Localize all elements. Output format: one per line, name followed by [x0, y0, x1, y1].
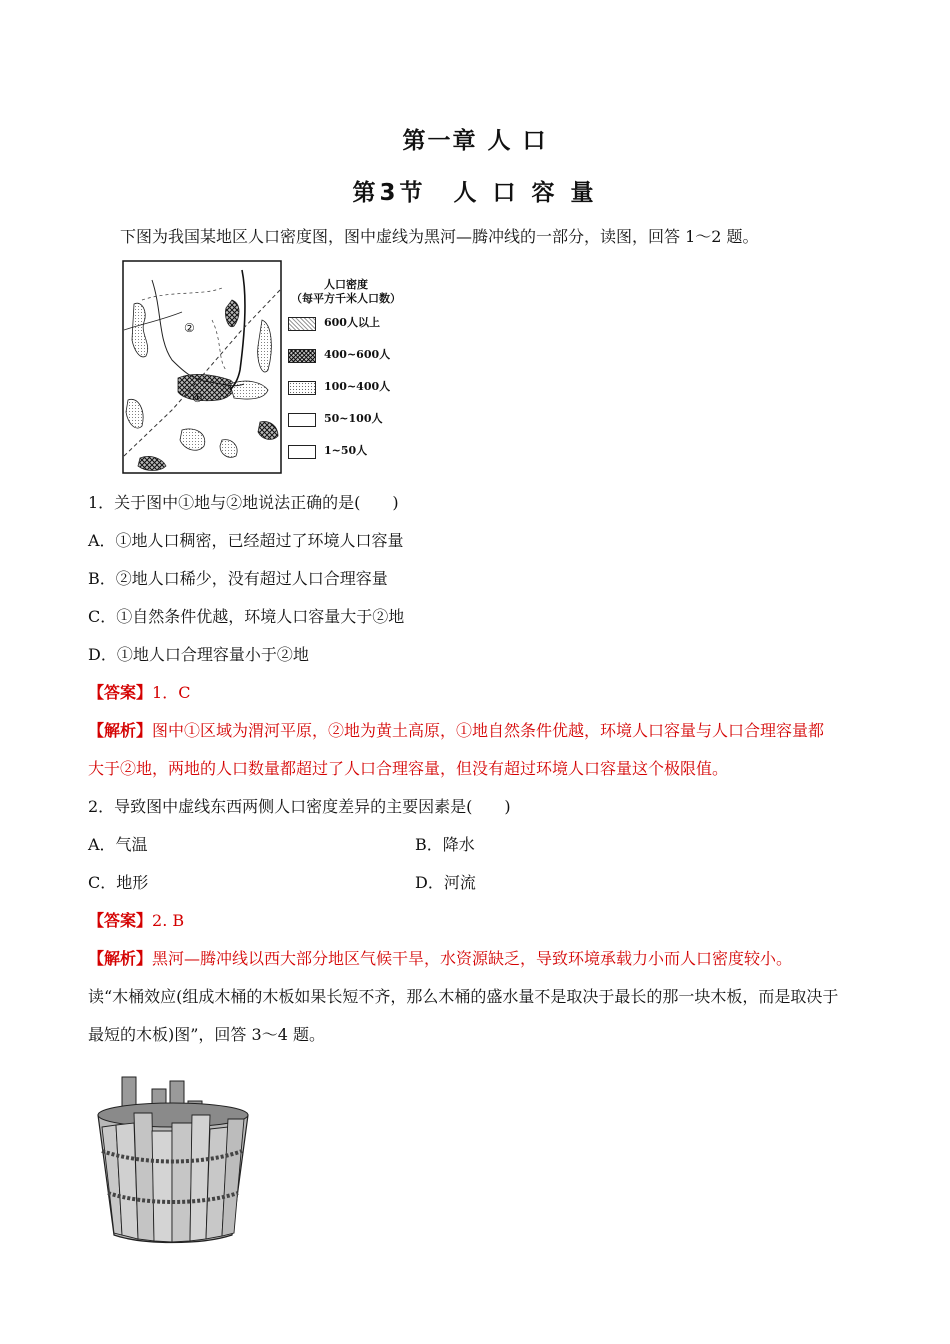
section-title: 第3节 人 口 容 量 — [352, 180, 598, 206]
q2-option-a: A．气温 — [88, 835, 148, 854]
q1-answer: 【答案】1．C — [88, 683, 191, 702]
q2-stem: 2．导致图中虚线东西两侧人口密度差异的主要因素是( ) — [88, 797, 511, 816]
q2-option-d: D．河流 — [415, 873, 476, 892]
q2-options-row1 — [88, 834, 868, 856]
population-density-map — [122, 260, 282, 474]
q1-option-c: C．①自然条件优越，环境人口容量大于②地 — [88, 607, 405, 626]
legend-swatch-crosshatch — [288, 349, 316, 363]
marker-2: ② — [184, 321, 195, 335]
legend-title: 人口密度 — [324, 278, 368, 291]
q1-analysis-line2: 大于②地，两地的人口数量都超过了人口合理容量，但没有超过环境人口容量这个极限值。 — [88, 759, 729, 778]
q1-option-d: D．①地人口合理容量小于②地 — [88, 645, 309, 664]
chapter-title: 第一章 人 口 — [402, 128, 548, 154]
legend-swatch-dots — [288, 317, 316, 331]
marker-1: ① — [192, 391, 203, 405]
q1-stem: 1．关于图中①地与②地说法正确的是( ) — [88, 493, 399, 512]
q1-option-b: B．②地人口稀少，没有超过人口合理容量 — [88, 569, 388, 588]
q2-option-b: B．降水 — [415, 835, 475, 854]
q2-analysis: 【解析】黑河—腾冲线以西大部分地区气候干旱，水资源缺乏，导致环境承载力小而人口密度较小。 — [88, 949, 793, 968]
legend-swatch-white — [288, 413, 316, 427]
legend-swatch-fine-dots — [288, 381, 316, 395]
q1-option-a: A．①地人口稠密，已经超过了环境人口容量 — [88, 531, 404, 550]
legend-subtitle: （每平方千米人口数） — [291, 292, 401, 305]
intro-text-1: 下图为我国某地区人口密度图，图中虚线为黑河—腾冲线的一部分，读图，回答 1～2 题。 — [120, 227, 759, 246]
map-legend: 人口密度 （每平方千米人口数） 600人以上 400~600人 100~400人 50~100人 1~50人 — [286, 278, 426, 468]
intro-text-2-line2: 最短的木板)图”，回答 3～4 题。 — [88, 1025, 325, 1044]
q2-answer: 【答案】2. B — [88, 911, 185, 930]
q2-options-row2 — [88, 872, 868, 894]
legend-swatch-white — [288, 445, 316, 459]
q2-option-c: C．地形 — [88, 873, 149, 892]
wooden-bucket-illustration — [92, 1075, 252, 1245]
q1-analysis-line1: 【解析】图中①区域为渭河平原，②地为黄土高原，①地自然条件优越，环境人口容量与人口合理容量都 — [88, 721, 825, 740]
intro-text-2-line1: 读“木桶效应(组成木桶的木板如果长短不齐，那么木桶的盛水量不是取决于最长的那一块木板，而是取决于 — [88, 987, 839, 1006]
